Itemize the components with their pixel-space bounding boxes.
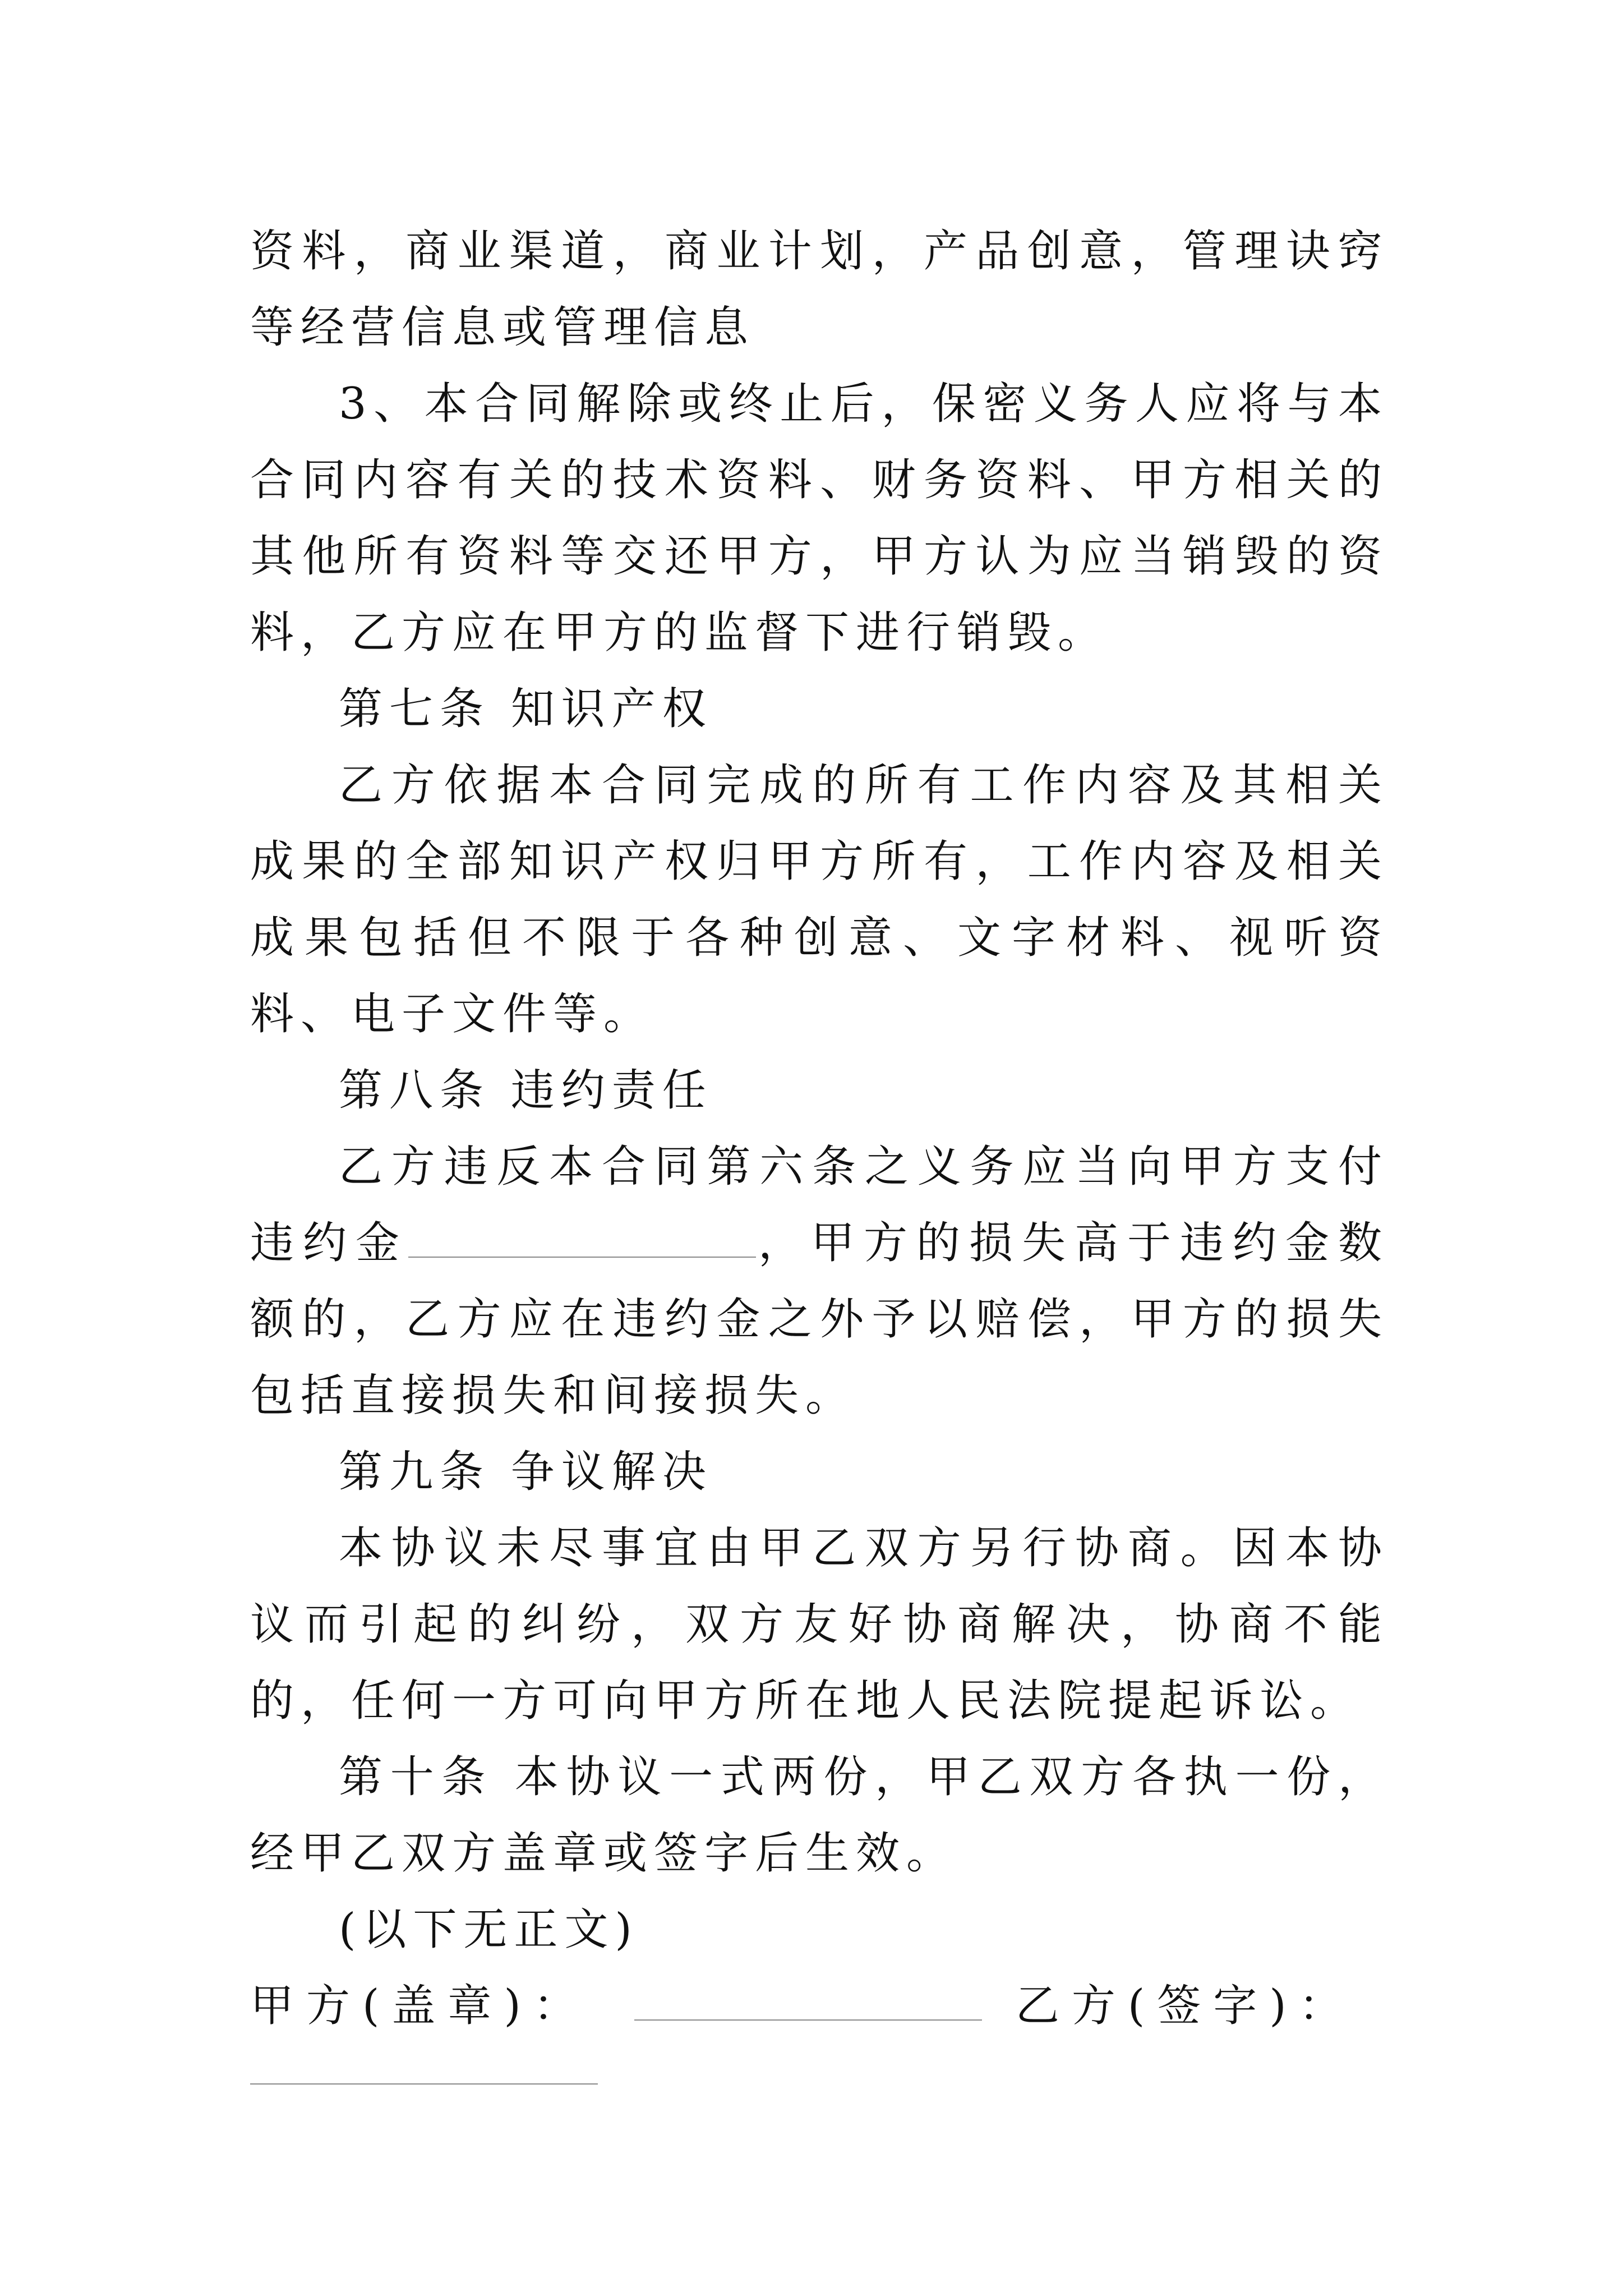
article-10: 第十条 本协议一式两份，甲乙双方各执一份，经甲乙双方盖章或签字后生效。 (250, 1752, 1389, 1879)
article-9-heading: 第九条 争议解决 (339, 1447, 713, 1497)
article-7-body: 乙方依据本合同完成的所有工作内容及其相关成果的全部知识产权归甲方所有，工作内容及相关成果包括但不限于各种创意、文字材料、视听资料、电子文件等。 (250, 760, 1389, 1039)
paragraph-continuation: 资料，商业渠道，商业计划，产品创意，管理诀窍等经营信息或管理信息 (250, 226, 1389, 353)
paragraph-clause-3: 3、本合同解除或终止后，保密义务人应将与本合同内容有关的技术资料、财务资料、甲方相关的其他所有资料等交还甲方，甲方认为应当销毁的资料，乙方应在甲方的监督下进行销毁。 (250, 379, 1389, 658)
article-8-body (250, 1129, 1389, 1434)
signature-line (250, 1968, 1389, 2044)
penalty-amount-blank (408, 1213, 756, 1258)
article-8-body-start: 乙方违反本合同第六条之义务应当向甲方支付违约金 (250, 1142, 1389, 1268)
article-8-body-end: ，甲方的损失高于违约金数额的，乙方应在违约金之外予以赔偿，甲方的损失包括直接损失和间接损失。 (250, 1218, 1389, 1421)
article-9-body: 本协议未尽事宜由甲乙双方另行协商。因本协议而引起的纠纷，双方友好协商解决，协商不能的，任何一方可向甲方所在地人民法院提起诉讼。 (250, 1523, 1389, 1726)
party-a-label: 甲方(盖章)： (250, 1981, 589, 2031)
party-b-label: 乙方(签字)： (1015, 1981, 1355, 2031)
no-text-below: (以下无正文) (339, 1904, 639, 1955)
article-8-heading: 第八条 违约责任 (339, 1065, 713, 1116)
article-7-heading: 第七条 知识产权 (339, 684, 713, 734)
party-b-signature-blank (250, 2050, 598, 2085)
document-body (250, 213, 1389, 2085)
party-a-signature-blank (634, 1976, 982, 2021)
